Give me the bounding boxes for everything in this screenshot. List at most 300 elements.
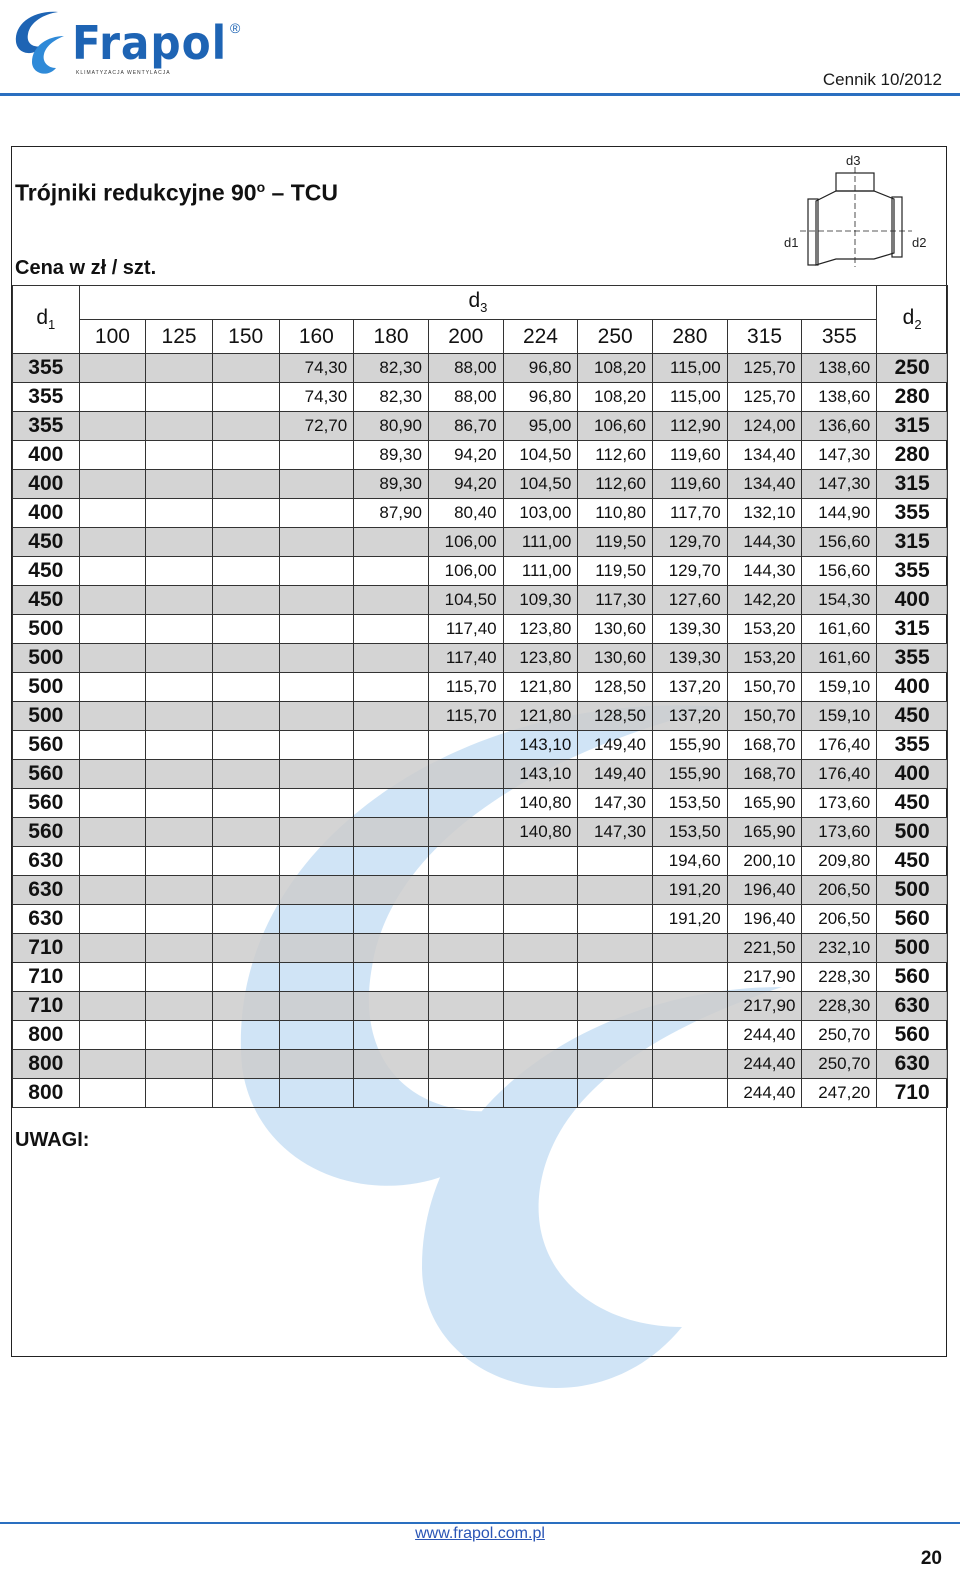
price-cell: 106,00 [428,557,503,586]
price-cell [79,905,146,934]
price-cell: 108,20 [578,354,653,383]
price-cell: 244,40 [727,1050,802,1079]
d1-cell: 355 [13,383,80,412]
price-cell [79,441,146,470]
price-cell [146,1021,213,1050]
price-cell [146,905,213,934]
d2-cell: 280 [877,383,948,412]
d1-cell: 710 [13,992,80,1021]
d3-size-header: 100 [79,320,146,354]
price-cell: 88,00 [428,354,503,383]
price-cell [79,992,146,1021]
price-cell: 165,90 [727,818,802,847]
d3-size-header: 280 [653,320,728,354]
price-cell [279,499,354,528]
price-cell: 168,70 [727,731,802,760]
d1-cell: 800 [13,1079,80,1108]
price-cell: 74,30 [279,383,354,412]
logo-wordmark: Frapol [72,16,228,70]
price-cell [79,847,146,876]
price-cell [578,1021,653,1050]
price-cell [653,1021,728,1050]
price-cell: 121,80 [503,702,578,731]
price-cell [79,412,146,441]
table-row [13,992,948,1021]
d1-cell: 400 [13,470,80,499]
price-cell: 143,10 [503,731,578,760]
d1-cell: 630 [13,905,80,934]
d1-cell: 560 [13,760,80,789]
price-cell [279,1021,354,1050]
price-cell: 94,20 [428,470,503,499]
title-text: Trójniki redukcyjne 90 [15,179,257,206]
price-cell [212,1079,279,1108]
price-cell: 156,60 [802,528,877,557]
price-cell: 125,70 [727,383,802,412]
d1-cell: 450 [13,557,80,586]
price-cell [79,1050,146,1079]
price-cell: 129,70 [653,557,728,586]
price-cell: 103,00 [503,499,578,528]
price-cell [354,1050,429,1079]
price-cell [212,586,279,615]
d1-cell: 710 [13,963,80,992]
price-cell [503,1050,578,1079]
table-row [13,905,948,934]
table-row [13,499,948,528]
price-cell [503,1021,578,1050]
price-cell [428,992,503,1021]
price-cell [212,644,279,673]
price-cell [79,354,146,383]
price-cell [212,818,279,847]
price-cell [279,1079,354,1108]
notes-label: UWAGI: [15,1129,90,1151]
price-cell [212,847,279,876]
price-cell [354,789,429,818]
price-cell: 104,50 [428,586,503,615]
price-cell [146,412,213,441]
d2-header: $d_2$ [877,286,948,354]
table-row [13,528,948,557]
price-cell: 88,00 [428,383,503,412]
price-cell: 147,30 [802,441,877,470]
d1-cell: 800 [13,1050,80,1079]
price-cell [354,847,429,876]
price-cell: 168,70 [727,760,802,789]
price-cell: 94,20 [428,441,503,470]
d3-size-header: 180 [354,320,429,354]
d1-cell: 800 [13,1021,80,1050]
d2-cell: 355 [877,644,948,673]
price-cell: 194,60 [653,847,728,876]
d1-cell: 500 [13,702,80,731]
d1-cell: 355 [13,354,80,383]
table-row [13,673,948,702]
price-cell: 200,10 [727,847,802,876]
logo-tagline: KLIMATYZACJA WENTYLACJA [76,70,171,76]
price-cell [279,760,354,789]
d2-cell: 450 [877,847,948,876]
price-cell: 247,20 [802,1079,877,1108]
price-cell: 150,70 [727,702,802,731]
price-cell [79,383,146,412]
d3-size-header: 224 [503,320,578,354]
price-cell [79,499,146,528]
d1-cell: 450 [13,528,80,557]
price-cell [146,1050,213,1079]
table-row [13,818,948,847]
price-cell: 104,50 [503,470,578,499]
price-cell [79,731,146,760]
d1-cell: 500 [13,673,80,702]
price-cell [428,818,503,847]
d3-size-header: 150 [212,320,279,354]
price-cell: 80,40 [428,499,503,528]
price-cell: 161,60 [802,644,877,673]
price-cell [212,702,279,731]
price-cell: 117,70 [653,499,728,528]
price-cell: 95,00 [503,412,578,441]
price-cell: 217,90 [727,963,802,992]
price-cell [428,1079,503,1108]
price-cell: 115,00 [653,354,728,383]
d2-cell: 250 [877,354,948,383]
price-cell [653,1079,728,1108]
price-cell [578,905,653,934]
price-cell [503,992,578,1021]
price-cell: 232,10 [802,934,877,963]
price-cell [212,412,279,441]
price-cell: 147,30 [578,818,653,847]
table-row [13,1079,948,1108]
d3-size-header: 355 [802,320,877,354]
price-cell: 96,80 [503,383,578,412]
price-cell [79,615,146,644]
d2-cell: 355 [877,557,948,586]
price-cell [212,789,279,818]
price-cell: 80,90 [354,412,429,441]
price-cell [503,905,578,934]
price-cell [146,557,213,586]
price-cell [354,1021,429,1050]
price-unit-label: Cena w zł / szt. [15,257,157,279]
price-cell [146,963,213,992]
price-cell: 125,70 [727,354,802,383]
d2-cell: 560 [877,963,948,992]
price-cell [79,789,146,818]
price-cell [279,731,354,760]
price-cell: 115,00 [653,383,728,412]
price-cell: 221,50 [727,934,802,963]
price-cell: 72,70 [279,412,354,441]
price-cell [578,992,653,1021]
price-cell [354,992,429,1021]
price-cell [146,731,213,760]
price-cell [212,383,279,412]
website-link[interactable]: www.frapol.com.pl [415,1525,545,1542]
page-title [15,179,338,207]
price-cell [279,470,354,499]
price-cell [146,934,213,963]
price-cell: 106,60 [578,412,653,441]
price-cell: 244,40 [727,1079,802,1108]
price-cell: 147,30 [578,789,653,818]
price-cell [653,963,728,992]
price-cell [146,789,213,818]
price-cell [212,905,279,934]
d2-cell: 630 [877,1050,948,1079]
price-cell: 250,70 [802,1021,877,1050]
price-cell [354,673,429,702]
price-cell: 228,30 [802,963,877,992]
price-cell: 82,30 [354,354,429,383]
d1-cell: 500 [13,644,80,673]
price-cell [653,1050,728,1079]
price-cell: 155,90 [653,760,728,789]
price-cell [653,992,728,1021]
price-cell: 206,50 [802,876,877,905]
price-cell [212,673,279,702]
price-cell: 137,20 [653,673,728,702]
price-cell [212,731,279,760]
price-cell: 153,50 [653,789,728,818]
price-cell: 130,60 [578,615,653,644]
price-cell: 112,60 [578,441,653,470]
price-cell: 139,30 [653,644,728,673]
price-cell: 82,30 [354,383,429,412]
price-cell: 176,40 [802,760,877,789]
price-cell [578,963,653,992]
price-cell [354,557,429,586]
price-cell [354,731,429,760]
tee-diagram [780,151,940,275]
price-cell: 196,40 [727,905,802,934]
price-cell: 89,30 [354,441,429,470]
d1-cell: 630 [13,876,80,905]
price-cell [79,934,146,963]
d2-cell: 500 [877,934,948,963]
table-row [13,847,948,876]
price-cell: 173,60 [802,789,877,818]
price-cell [212,441,279,470]
price-cell: 147,30 [802,470,877,499]
price-cell: 112,60 [578,470,653,499]
price-cell: 250,70 [802,1050,877,1079]
table-row [13,1021,948,1050]
price-cell [79,528,146,557]
d2-cell: 560 [877,1021,948,1050]
price-cell [212,876,279,905]
price-cell [428,963,503,992]
table-row [13,644,948,673]
price-cell [428,847,503,876]
price-cell [212,354,279,383]
price-cell: 96,80 [503,354,578,383]
price-cell: 191,20 [653,905,728,934]
table-row [13,731,948,760]
price-cell [354,702,429,731]
price-cell: 111,00 [503,557,578,586]
table-row [13,586,948,615]
price-cell [79,1079,146,1108]
price-cell [503,876,578,905]
price-cell [212,615,279,644]
price-cell: 136,60 [802,412,877,441]
price-cell: 196,40 [727,876,802,905]
price-cell [146,876,213,905]
d2-cell: 400 [877,673,948,702]
price-cell [279,818,354,847]
frapol-logo [8,6,258,84]
price-list-box [11,146,947,1357]
price-cell: 110,80 [578,499,653,528]
price-cell: 140,80 [503,789,578,818]
d1-cell: 355 [13,412,80,441]
price-cell [146,644,213,673]
price-cell [279,673,354,702]
price-cell: 149,40 [578,731,653,760]
price-cell: 138,60 [802,383,877,412]
price-cell: 134,40 [727,441,802,470]
d3-size-header: 200 [428,320,503,354]
price-cell [428,789,503,818]
d3-sizes-row [13,320,948,354]
price-cell: 138,60 [802,354,877,383]
price-cell: 130,60 [578,644,653,673]
d2-cell: 500 [877,818,948,847]
price-cell: 134,40 [727,470,802,499]
price-cell: 132,10 [727,499,802,528]
price-cell [428,731,503,760]
d2-cell: 400 [877,760,948,789]
price-cell [279,441,354,470]
table-row [13,760,948,789]
price-cell: 156,60 [802,557,877,586]
table-row [13,354,948,383]
price-cell [354,615,429,644]
price-cell: 191,20 [653,876,728,905]
d1-cell: 400 [13,499,80,528]
price-cell [212,760,279,789]
price-cell [279,702,354,731]
table-row [13,557,948,586]
price-cell: 89,30 [354,470,429,499]
price-cell [354,760,429,789]
d1-cell: 500 [13,615,80,644]
price-cell: 244,40 [727,1021,802,1050]
price-cell [279,586,354,615]
price-cell [79,760,146,789]
price-cell [503,934,578,963]
price-cell [578,1079,653,1108]
price-cell [503,847,578,876]
price-cell [354,528,429,557]
table-row [13,412,948,441]
d2-cell: 500 [877,876,948,905]
price-cell: 119,50 [578,557,653,586]
d1-cell: 560 [13,731,80,760]
d1-cell: 400 [13,441,80,470]
table-row [13,470,948,499]
price-cell: 128,50 [578,702,653,731]
price-cell: 153,50 [653,818,728,847]
price-cell [279,847,354,876]
price-cell [79,586,146,615]
d2-cell: 630 [877,992,948,1021]
price-cell [354,905,429,934]
price-cell: 140,80 [503,818,578,847]
price-cell [428,1050,503,1079]
d3-size-header: 250 [578,320,653,354]
price-cell: 74,30 [279,354,354,383]
price-cell [279,644,354,673]
price-table-body [13,354,948,1108]
price-cell [146,818,213,847]
price-cell [354,876,429,905]
price-cell: 173,60 [802,818,877,847]
price-cell: 129,70 [653,528,728,557]
price-cell [279,934,354,963]
d2-cell: 450 [877,702,948,731]
price-cell [79,1021,146,1050]
price-cell: 153,20 [727,644,802,673]
d2-cell: 315 [877,412,948,441]
d3-size-header: 315 [727,320,802,354]
price-cell: 119,50 [578,528,653,557]
price-cell [79,963,146,992]
d1-header: $d_1$ [13,286,80,354]
d3-size-header: 160 [279,320,354,354]
price-cell: 106,00 [428,528,503,557]
price-cell [146,702,213,731]
price-cell: 144,30 [727,528,802,557]
price-cell: 115,70 [428,673,503,702]
d2-cell: 355 [877,731,948,760]
price-cell: 153,20 [727,615,802,644]
price-cell: 217,90 [727,992,802,1021]
price-cell [146,470,213,499]
d2-cell: 355 [877,499,948,528]
price-cell [146,354,213,383]
price-cell: 206,50 [802,905,877,934]
price-cell [354,818,429,847]
table-row [13,934,948,963]
price-cell: 119,60 [653,470,728,499]
price-cell [146,441,213,470]
title-suffix: – TCU [265,179,339,206]
d3-size-header: 125 [146,320,213,354]
price-cell [212,1021,279,1050]
price-cell: 112,90 [653,412,728,441]
price-cell [279,557,354,586]
price-cell: 142,20 [727,586,802,615]
price-cell [428,876,503,905]
price-cell: 109,30 [503,586,578,615]
price-cell [79,644,146,673]
d2-cell: 450 [877,789,948,818]
price-cell: 111,00 [503,528,578,557]
price-cell [354,586,429,615]
table-row [13,1050,948,1079]
table-row [13,383,948,412]
header-divider [0,93,960,96]
d1-cell: 560 [13,818,80,847]
price-cell: 150,70 [727,673,802,702]
catalog-label: Cennik 10/2012 [822,70,942,89]
price-cell [279,789,354,818]
price-cell [79,557,146,586]
